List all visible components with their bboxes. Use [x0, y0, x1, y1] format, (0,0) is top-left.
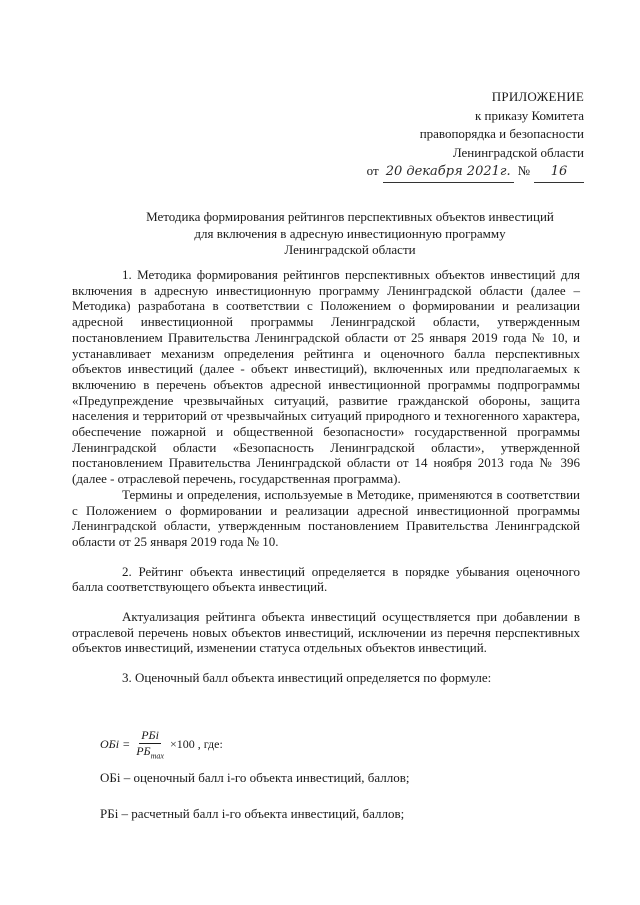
appendix-header: [367, 88, 584, 183]
formula-fraction: [134, 728, 166, 760]
handwritten-number: 16: [534, 163, 584, 183]
document-body: [72, 267, 580, 686]
paragraph-3: 3. Оценочный балл объекта инвестиций определяется по формуле:: [122, 670, 492, 686]
formula-denominator-subscript: max: [150, 751, 164, 761]
paragraph-2: 2. Рейтинг объекта инвестиций определяется в порядке убывания оценочного балла соответствующего объекта инвестиций.: [72, 563, 580, 595]
paragraph-actualization: Актуализация рейтинга объекта инвестиций осуществляется при добавлении в отраслевой перечень новых объектов инвестиций, исключении из перечня перспективных объектов инвестиций, изменении статуса отдельных объектов инвестиций.: [72, 609, 580, 656]
handwritten-date: 20 декабря 2021г.: [383, 163, 514, 183]
score-formula: [100, 728, 223, 760]
title-line-3: Ленинградской области: [284, 242, 416, 257]
appendix-label: ПРИЛОЖЕНИЕ: [491, 89, 584, 104]
paragraph-terms: Термины и определения, используемые в Методике, применяются в соответствии с Положением о формировании и реализации адресной инвестиционной программы Ленинградской области, утвержденным постановлением Правительства Ленинградской области от 25 января 2019 года № 10.: [72, 486, 580, 549]
order-ref-line-2: правопорядка и безопасности: [419, 126, 584, 141]
definition-ob: ОБi – оценочный балл i-го объекта инвестиций, баллов;: [100, 770, 410, 785]
formula-tail: ×100 , где:: [169, 736, 223, 751]
order-ref-line-1: к приказу Комитета: [474, 107, 584, 123]
order-ref-line-3: Ленинградской области: [452, 144, 584, 160]
formula-numerator: РБi: [141, 728, 159, 742]
formula-lhs: ОБi =: [100, 736, 131, 751]
number-label: №: [517, 163, 530, 178]
document-title: [100, 209, 600, 259]
from-label: от: [366, 163, 379, 178]
title-line-1: Методика формирования рейтингов перспективных объектов инвестиций: [146, 209, 554, 224]
definition-rb: РБi – расчетный балл i-го объекта инвестиций, баллов;: [100, 806, 405, 821]
title-line-2: для включения в адресную инвестиционную программу: [194, 225, 506, 241]
formula-denominator: $РБ_{max}$: [136, 744, 164, 761]
order-date-number-line: [367, 162, 584, 183]
paragraph-1: 1. Методика формирования рейтингов перспективных объектов инвестиций для включения в адресную инвестиционную программу Ленинградской области (далее – Методика) разработана в соответствии с Положением о формировании и реализации адресной инвестиционной программы Ленинградской области, утвержденным постановлением Правительства Ленинградской области от 25 января 2019 года № 10, и устанавливает механизм определения рейтинга и оценочного балла перспективных объектов инвестиций (далее - объект инвестиций), включенных или предполагаемых к включению в перечень объектов адресной инвестиционной программы подпрограммы «Предупреждение чрезвычайных ситуаций, развитие гражданской обороны, защита населения и территорий от чрезвычайных ситуаций природного и техногенного характера, обеспечение пожарной и общественной безопасности» государственной программы Ленинградской области «Безопасность Ленинградской области», утвержденной постановлением Правительства Ленинградской области от 14 ноября 2013 года № 396 (далее - отраслевой перечень, государственная программа).: [72, 267, 580, 487]
